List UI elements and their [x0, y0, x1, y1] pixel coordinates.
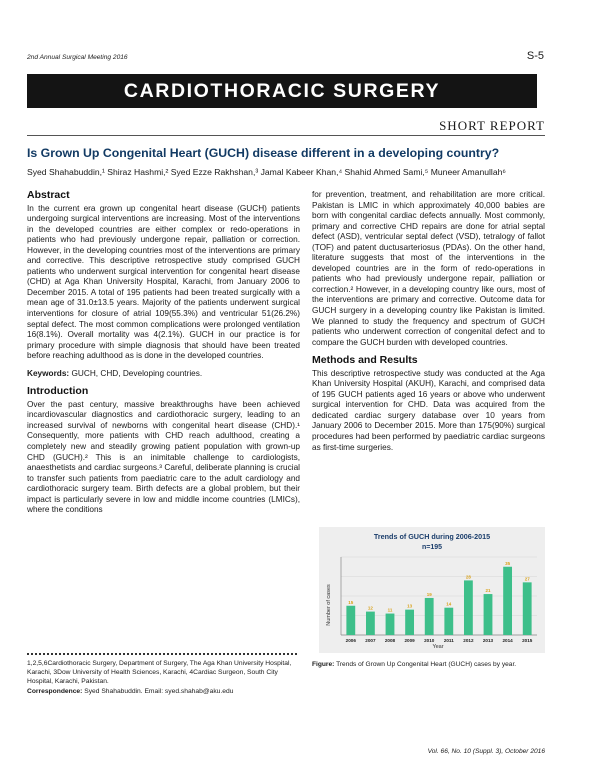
- chart-bar: [464, 580, 473, 635]
- rule-line-top: [27, 135, 545, 136]
- figure-caption-text: Trends of Grown Up Congenital Heart (GUCH) cases by year.: [336, 661, 517, 668]
- footnotes: [27, 659, 300, 696]
- chart-bar: [386, 614, 395, 635]
- article-title: Is Grown Up Congenital Heart (GUCH) disease different in a developing country?: [27, 146, 500, 160]
- chart-x-tick-label: 2010: [424, 638, 435, 643]
- keywords-text: GUCH, CHD, Developing countries.: [71, 368, 203, 378]
- chart-data-label: 15: [348, 599, 354, 605]
- right-column: [312, 190, 545, 453]
- chart-bar: [503, 567, 512, 635]
- chart-data-label: 28: [465, 574, 471, 580]
- methods-heading: Methods and Results: [312, 354, 418, 367]
- chart-data-label: 11: [387, 607, 393, 613]
- affiliations: 1,2,5,6Cardiothoracic Surgery, Department of Surgery, The Aga Khan University Hospital, Karachi, 3Dow University of Health Sciences, Karachi, 4Cardiac Surgeon, South City Hospital, Karachi, Pakistan.: [27, 660, 292, 686]
- chart-data-label: 13: [407, 603, 413, 609]
- chart-svg: [319, 527, 545, 653]
- introduction-continued: for prevention, treatment, and rehabilitation are more critical. Pakistan is LMIC in which approximately 40,000 babies are born with congenital cardiac defects annually. Most commonly, primary and corrective CHD repairs are done for atrial septal defect (ASD), ventricular septal defect (VSD), tetralogy of fallot (TOF) and patent ductusarteriosus (PDAs). On the other hand, literature suggests that most of the interventions in the developed countries are in the form of redo-operations in patients who had previously undergone repair, palliation or correction.² However, in a developing country like ours, most of the interventions are primary and corrective. Outcome data for GUCH surgery in a developing country like Pakistan is limited. We planned to study the frequency and spectrum of GUCH patients who underwent correction of congenital defect and to compare the GUCH burden with developed countries.: [312, 190, 545, 347]
- correspondence: [27, 687, 300, 696]
- meeting-name: 2nd Annual Surgical Meeting 2016: [27, 54, 128, 61]
- chart-x-tick-label: 2014: [502, 638, 513, 643]
- chart-data-label: 12: [367, 605, 373, 611]
- chart-data-label: 27: [524, 576, 530, 582]
- keywords-label: Keywords:: [27, 368, 70, 378]
- chart-x-tick-label: 2015: [522, 638, 533, 643]
- introduction-text: Over the past century, massive breakthroughs have been achieved incardiovascular diagnostics and cardiothoracic surgery, leading to an increased survival of newborns with congenital heart disease (CHD).¹ Consequently, more patients with CHD reach adulthood, creating a completely new and steadily growing patient population with grown-up CHD (GUCH).² This is an inimitable challenge to cardiologists, anaesthetists and cardiac surgeons.³ Careful, deliberate planning is crucial to transfer such patients from paediatric care to the adult cardiology and cardiothoracic surgery team. Birth defects are a global problem, but their impact is particularly severe in low and middle income countries (LMICs), where the conditions: [27, 399, 300, 515]
- gush-trend-chart: [319, 527, 545, 653]
- chart-x-axis-label: Year: [432, 644, 444, 650]
- chart-bar: [484, 594, 493, 635]
- chart-x-tick-label: 2013: [482, 638, 494, 643]
- figure-caption-label: Figure:: [312, 661, 335, 668]
- introduction-heading: Introduction: [27, 385, 89, 398]
- chart-bar: [366, 612, 375, 635]
- chart-bar: [523, 582, 532, 635]
- volume-info: Vol. 66, No. 10 (Suppl. 3), October 2016: [427, 748, 545, 755]
- chart-data-label: 14: [446, 601, 452, 607]
- chart-y-axis-label: Number of cases: [326, 584, 332, 626]
- chart-data-label: 21: [485, 588, 491, 594]
- chart-subtitle: n=195: [421, 544, 443, 551]
- page-number: S-5: [526, 50, 544, 62]
- abstract-text: In the current era grown up congenital heart disease (GUCH) patients undergoing surgical interventions are increasing. Most of the interventions in the developed countries are either complex or redo-operations in patients who had previously undergone repair, palliation or correction. However, in the developing countries most of the interventions are primary and corrective. This descriptive retrospective study comprised GUCH patients who underwent surgical intervention for congenital heart disease (CHD) at Aga Khan University Hospital, Karachi, from January 2006 to December 2015. A total of 195 patients had been treated surgically with a mean age of 31.0±13.5 years. Majority of the patients underwent surgical interventions for closure of atrial 109(55.3%) and ventricular 51(26.2%) septal defect. The most common complications were prolonged ventilation 16(8.1%). Overall mortality was 4(2.1%). GUCH in our practice is for primary procedure with simple diagnosis that should have been treated before reaching adulthood as is done in the developed countries.: [27, 203, 300, 361]
- chart-title: Trends of GUCH during 2006-2015: [373, 532, 491, 541]
- abstract-heading: Abstract: [27, 189, 70, 201]
- chart-data-label: 35: [505, 560, 511, 566]
- chart-marks: [341, 557, 537, 643]
- chart-x-tick-label: 2006: [345, 638, 356, 643]
- chart-x-tick-label: 2008: [384, 638, 396, 643]
- article-type: SHORT REPORT: [439, 118, 545, 133]
- chart-data-label: 19: [426, 591, 432, 597]
- chart-bar: [425, 598, 434, 635]
- figure-caption: [312, 661, 545, 668]
- keywords: [27, 369, 300, 380]
- methods-text: This descriptive retrospective study was conducted at the Aga Khan University Hospital (AKUH), Karachi, and comprised data of 195 GUCH patients aged 16 years or above who underwent surgical intervention for CHD. Data was acquired from the dedicated cardiac surgery database over 10 years from January 2006 to December 2015. More than 175(90%) surgical procedures had been performed by paediatric cardiac surgeons as first-time surgeries.: [312, 368, 545, 452]
- section-banner: CARDIOTHORACIC SURGERY: [27, 74, 537, 108]
- footnote-divider: [27, 653, 297, 658]
- chart-bar: [346, 606, 355, 635]
- correspondence-text: Syed Shahabuddin. Email: syed.shahab@aku.edu: [84, 687, 234, 695]
- chart-x-tick-label: 2012: [463, 638, 474, 643]
- chart-x-tick-label: 2011: [443, 638, 454, 643]
- chart-bar: [405, 610, 414, 635]
- chart-bar: [444, 608, 453, 635]
- correspondence-label: Correspondence:: [27, 687, 83, 695]
- chart-x-tick-label: 2009: [404, 638, 415, 643]
- left-column: [27, 190, 300, 516]
- author-list: Syed Shahabuddin,¹ Shiraz Hashmi,² Syed Ezze Rakhshan,³ Jamal Kabeer Khan,⁴ Shahid Ahmed Sami,⁵ Muneer Amanullah⁶: [27, 167, 506, 177]
- chart-x-tick-label: 2007: [365, 638, 376, 643]
